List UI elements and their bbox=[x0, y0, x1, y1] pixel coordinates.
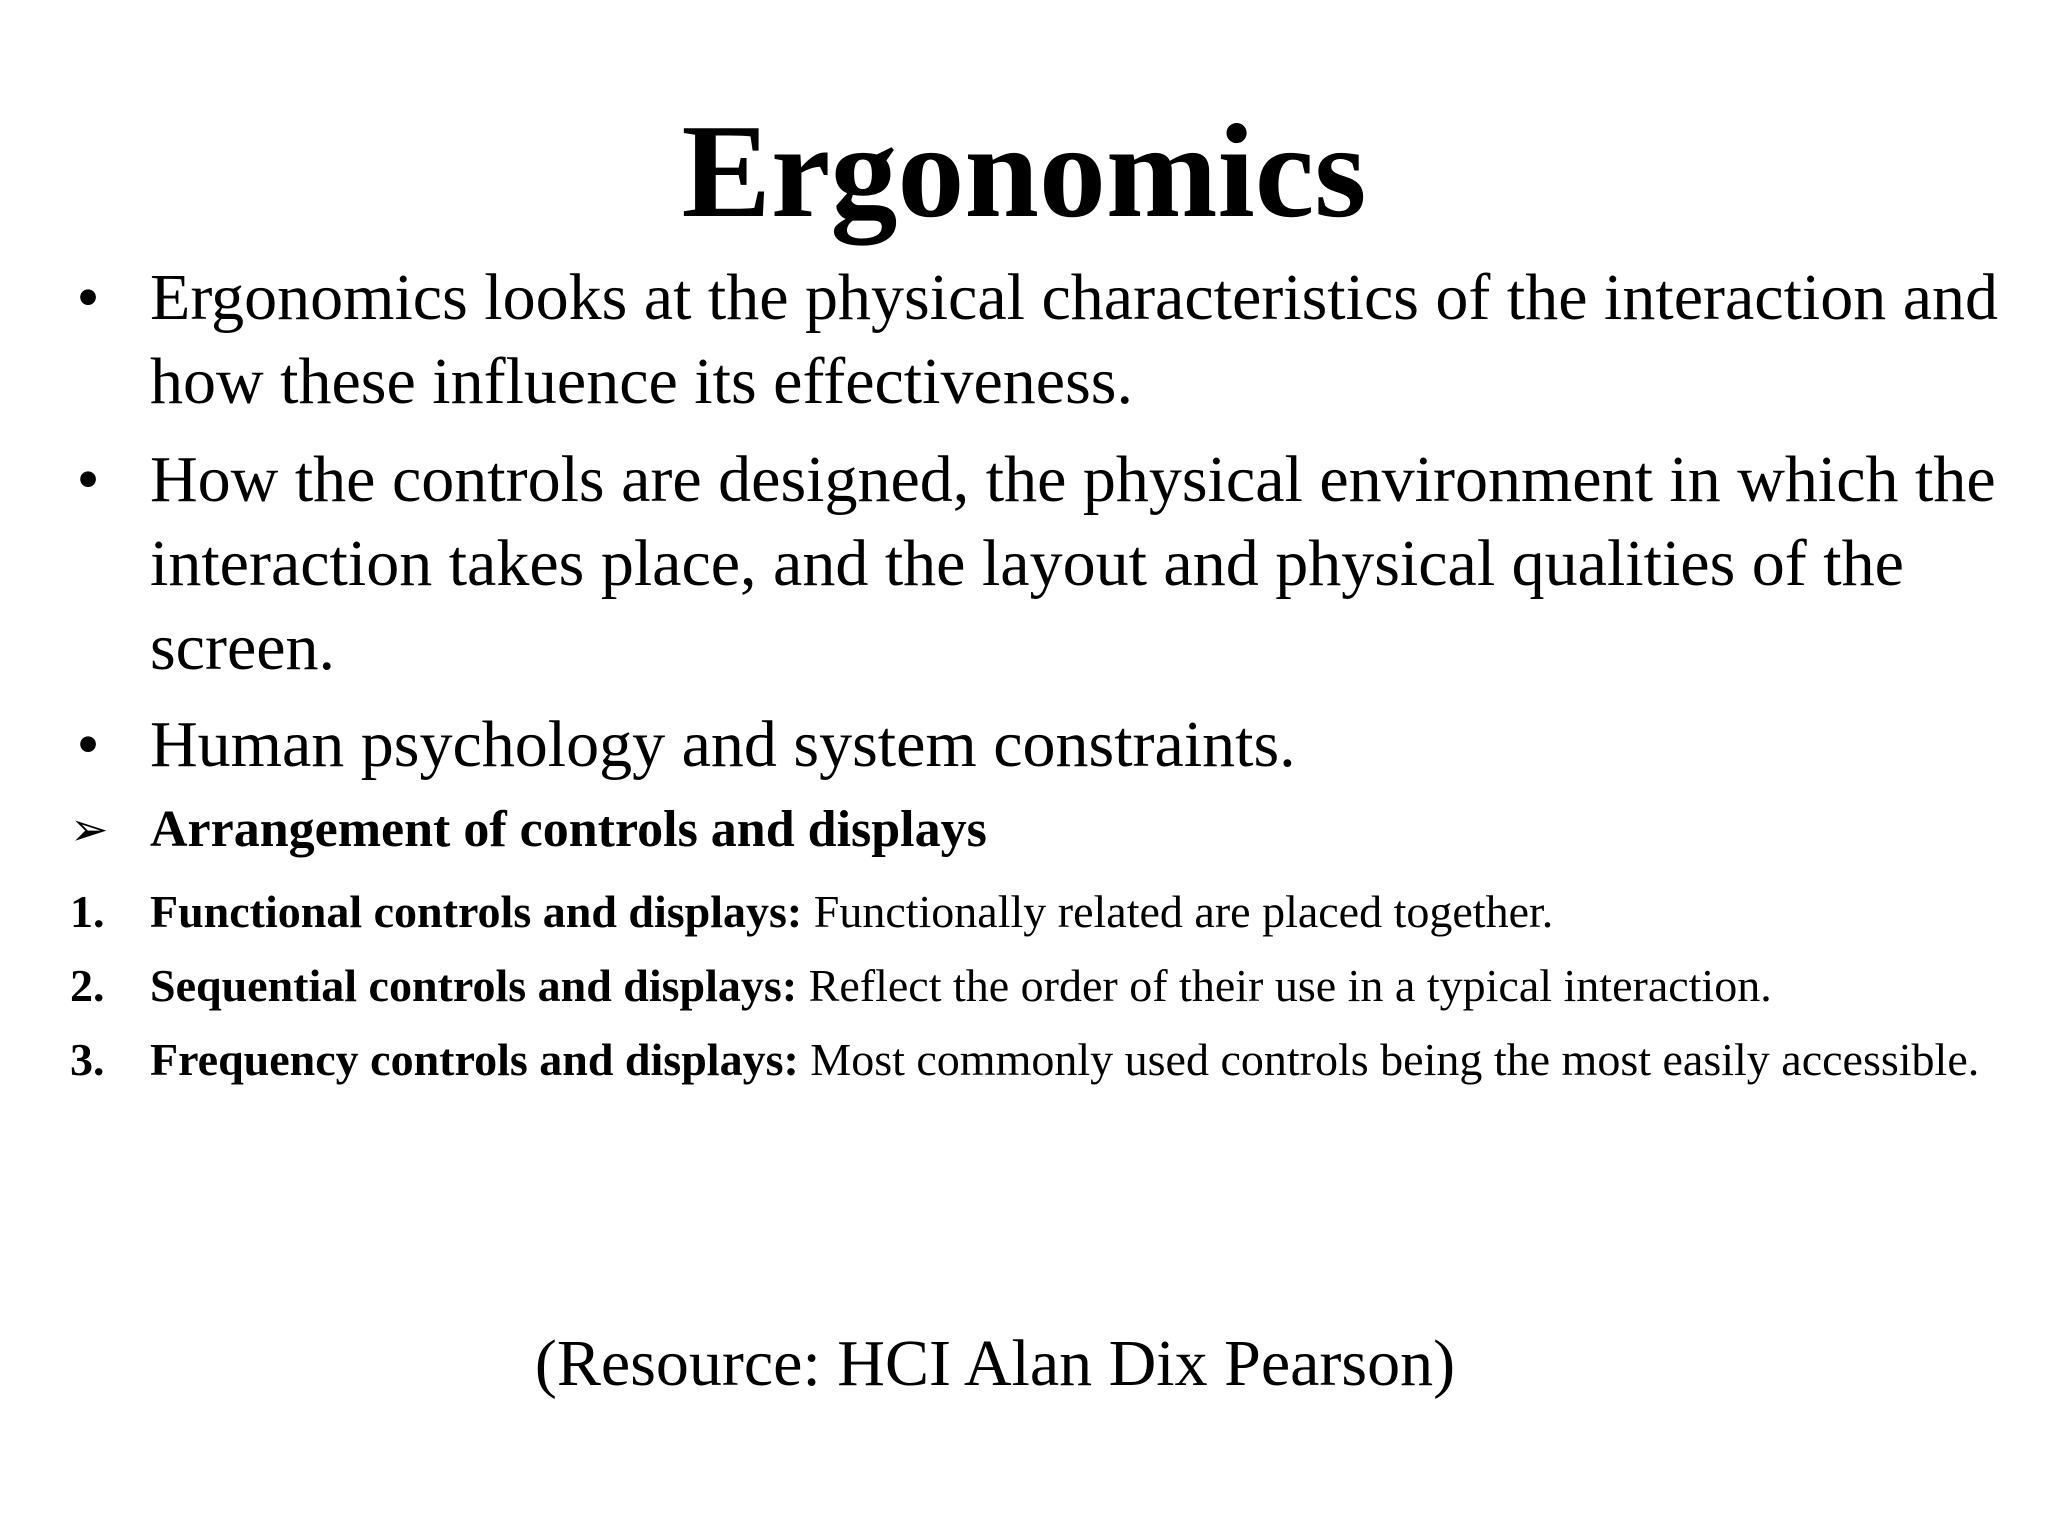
resource-citation: (Resource: HCI Alan Dix Pearson) bbox=[534, 1327, 1456, 1400]
numbered-item bbox=[70, 954, 2010, 1018]
bullet-item bbox=[76, 438, 2010, 690]
item-number: 1. bbox=[70, 886, 105, 937]
item-number: 3. bbox=[70, 1034, 105, 1085]
item-number: 2. bbox=[70, 960, 105, 1011]
item-description: Reflect the order of their use in a typical interaction. bbox=[797, 960, 1772, 1011]
bullet-text: How the controls are designed, the physical environment in which the interaction takes place, and the layout and physical qualities of the screen. bbox=[150, 443, 1996, 684]
item-term: Functional controls and displays: bbox=[150, 886, 803, 937]
item-term: Sequential controls and displays: bbox=[150, 960, 798, 1011]
item-description: Functionally related are placed together. bbox=[802, 886, 1554, 937]
arrow-bullet-icon: ➢ bbox=[70, 804, 109, 855]
bullet-icon: • bbox=[76, 443, 100, 516]
numbered-item bbox=[70, 880, 2010, 944]
bullet-icon: • bbox=[76, 708, 100, 781]
bullet-text: Ergonomics looks at the physical characteristics of the interaction and how these influence its effectiveness. bbox=[150, 261, 1999, 418]
item-term: Frequency controls and displays: bbox=[150, 1034, 799, 1085]
slide-title: Ergonomics bbox=[681, 97, 1367, 245]
bullet-item bbox=[76, 703, 2010, 787]
bullet-icon: • bbox=[76, 261, 100, 334]
item-description: Most commonly used controls being the most easily accessible. bbox=[798, 1034, 1980, 1085]
bullet-text: Human psychology and system constraints. bbox=[150, 708, 1296, 781]
numbered-item bbox=[70, 1028, 2010, 1092]
arrangement-heading bbox=[70, 797, 2010, 863]
arrangement-heading-text: Arrangement of controls and displays bbox=[150, 801, 987, 858]
bullet-item bbox=[76, 256, 2010, 424]
